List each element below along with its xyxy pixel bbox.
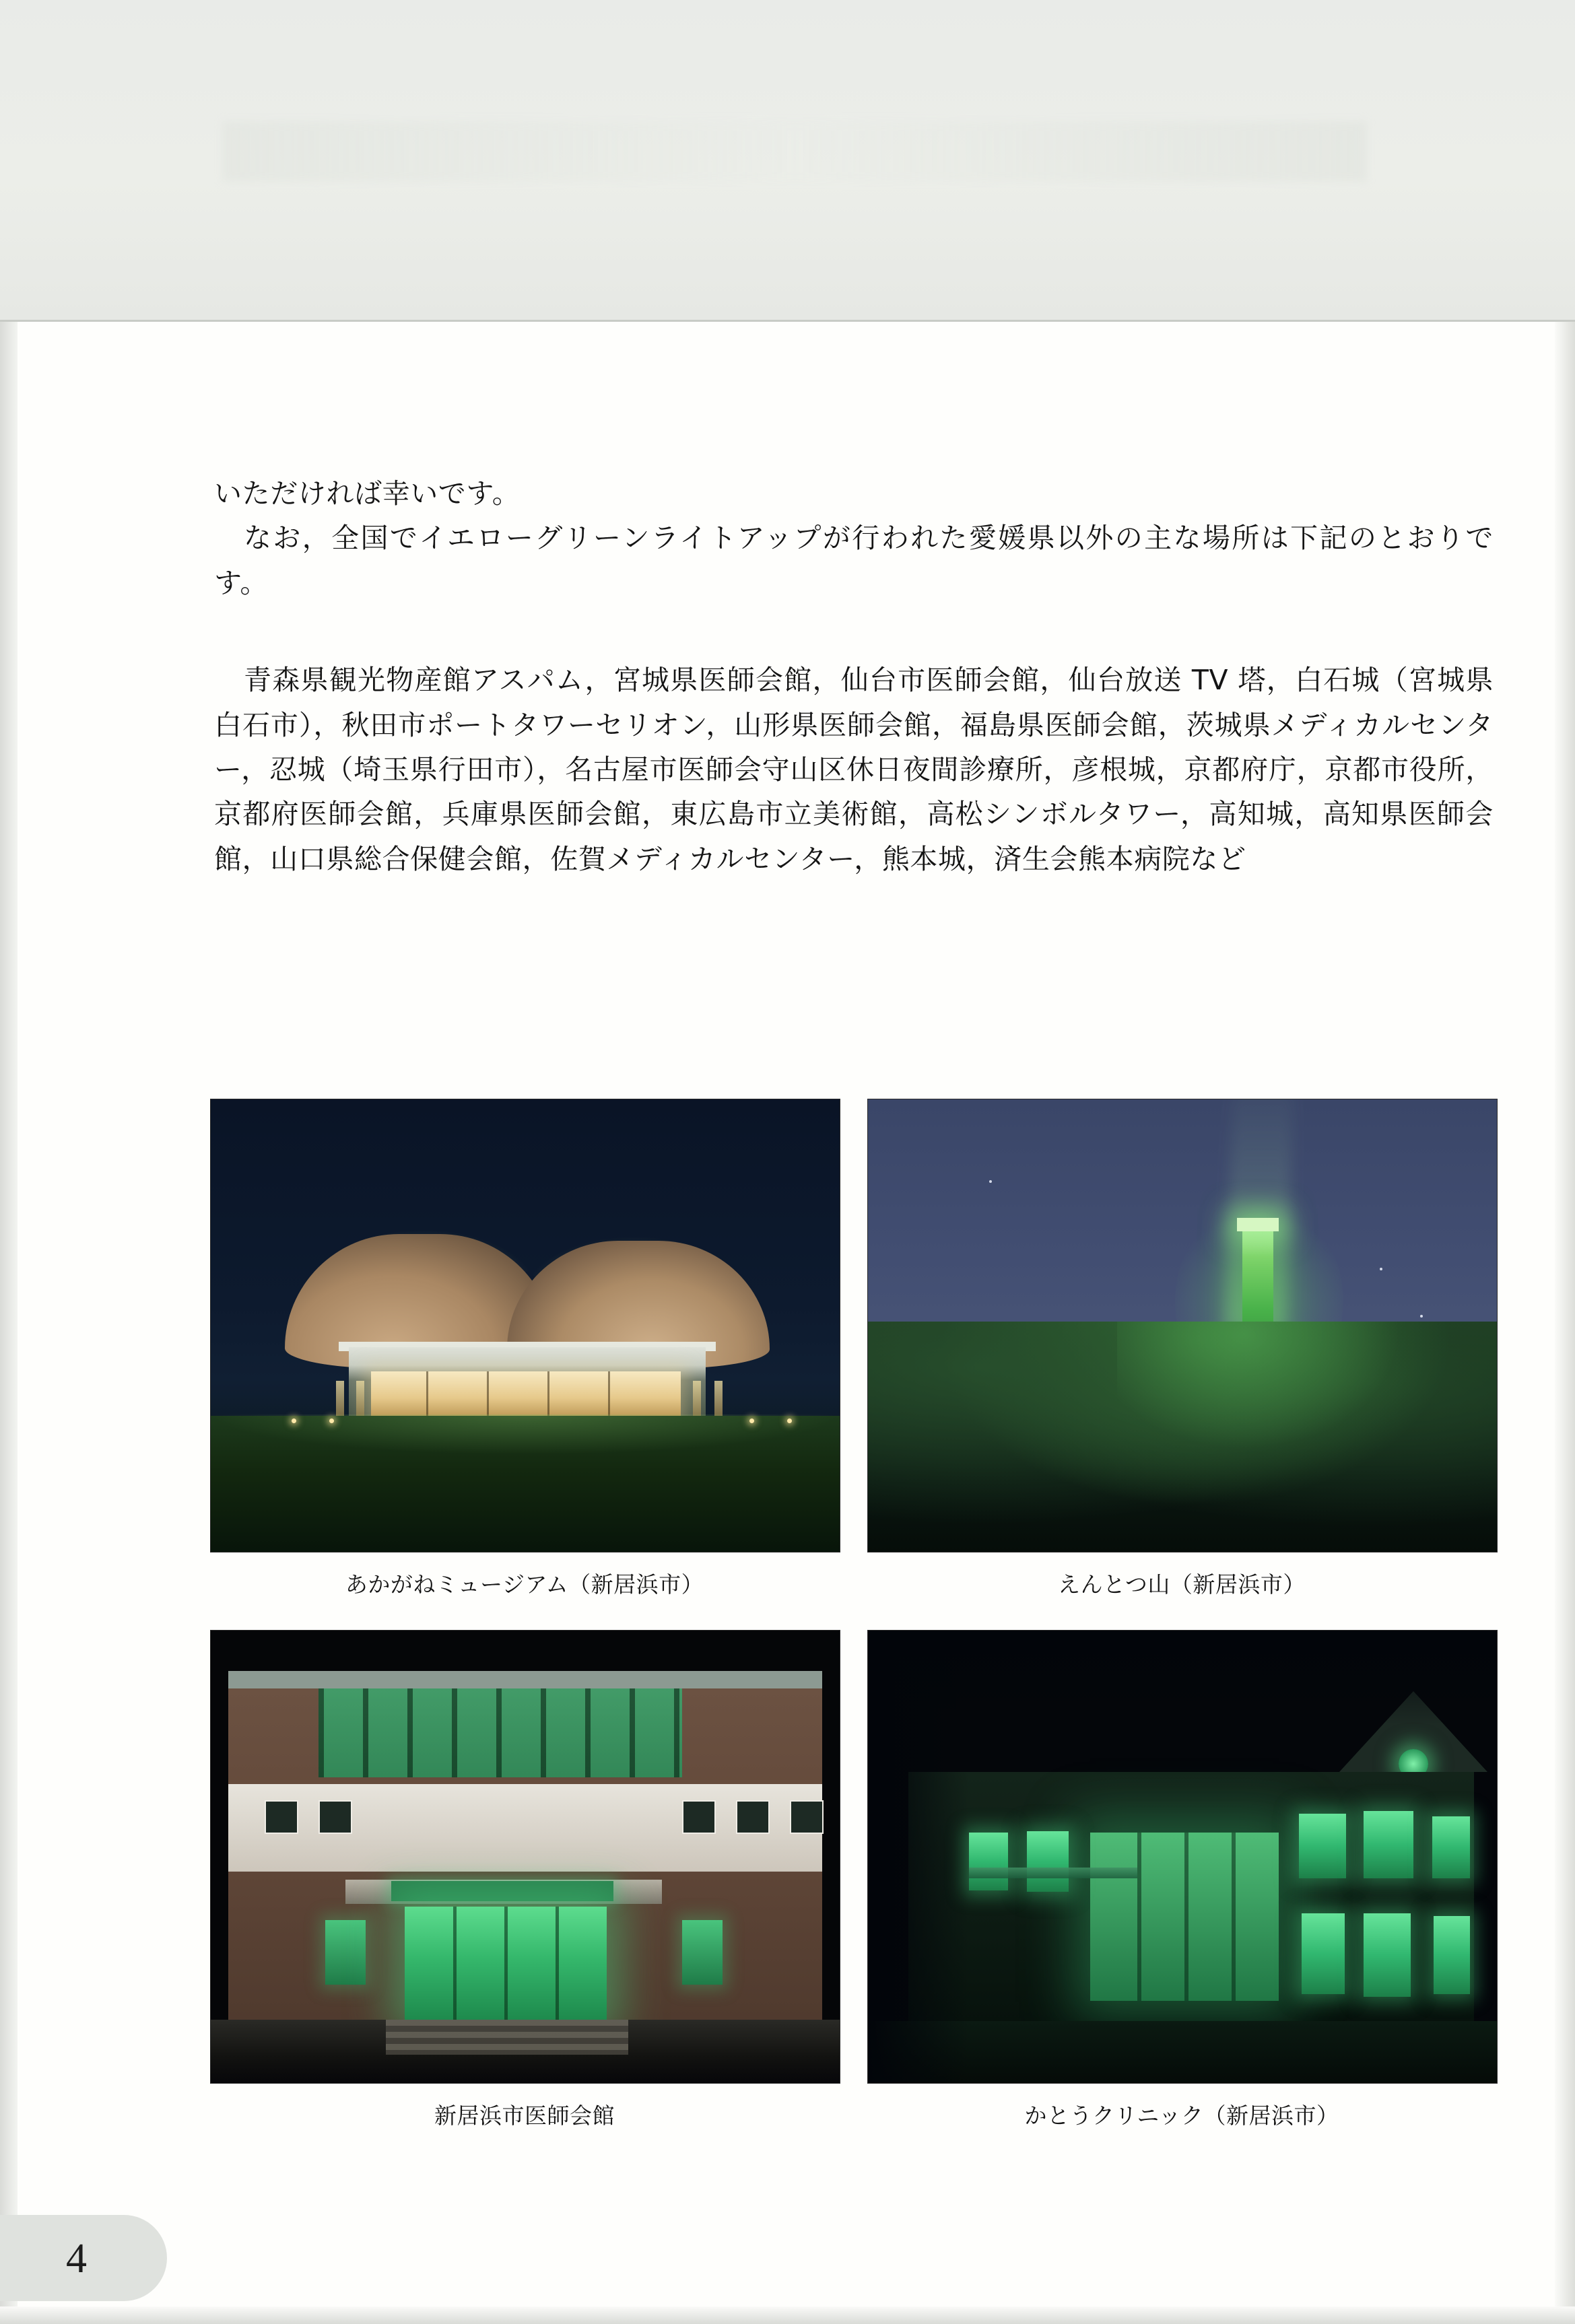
star-point xyxy=(1420,1315,1423,1318)
page-number: 4 xyxy=(66,2236,88,2282)
window-mullion xyxy=(547,1371,549,1420)
window-mullion xyxy=(608,1371,610,1420)
facade-window xyxy=(736,1800,770,1834)
paragraph-venue-list: 青森県観光物産館アスパム，宮城県医師会館，仙台市医師会館，仙台放送 TV 塔，白石城（宮城県白石市），秋田市ポートタワーセリオン，山形県医師会館，福島県医師会館，茨城県メディカルセンター，忍城（埼玉県行田市），名古屋市医師会守山区休日夜間診療所，彦根城，京都府庁，京都市役所，京都府医師会館，兵庫県医師会館，東広島市立美術館，高松シンボルタワー，高知城，高知県医師会館，山口県総合保健会館，佐賀メディカルセンター，熊本城，済生会熊本病院など xyxy=(214,664,1494,875)
photo-entotsuyama xyxy=(867,1099,1498,1552)
lit-window xyxy=(969,1833,1008,1890)
facade-window xyxy=(682,1800,716,1834)
photo-grid xyxy=(210,1099,1496,2130)
star-point xyxy=(989,1180,992,1183)
side-lit-window xyxy=(325,1920,366,1985)
paragraph-1: いただければ幸いです。 xyxy=(214,477,521,510)
photo-niihama-medical-hall xyxy=(210,1630,840,2084)
entrance-mullion xyxy=(453,1907,457,2020)
vignette-top xyxy=(868,1631,1497,1725)
mid-band-facade xyxy=(228,1784,822,1872)
facade-window xyxy=(265,1800,298,1834)
photo-cell-kato-clinic xyxy=(867,1630,1496,2130)
paragraph-2: なお，全国でイエローグリーンライトアップが行われた愛媛県以外の主な場所は下記のとおりです。 xyxy=(214,522,1494,599)
photo-caption-akagane: あかがねミュージアム（新居浜市） xyxy=(345,1571,704,1598)
photo-caption-entotsuyama: えんとつ山（新居浜市） xyxy=(1058,1571,1306,1598)
ground-lamp xyxy=(329,1419,334,1423)
lit-window xyxy=(1432,1816,1470,1878)
scan-top-margin-band xyxy=(0,0,1575,322)
wall-mullion xyxy=(1184,1833,1188,2001)
scan-ghost-text xyxy=(222,121,1367,182)
photo-row-spacer xyxy=(210,1599,1496,1630)
lawn-light-spill xyxy=(211,1414,840,1455)
museum-lit-windows xyxy=(371,1371,681,1420)
photo-cell-entotsuyama xyxy=(867,1099,1496,1599)
lit-window xyxy=(1364,1913,1411,1997)
wall-mullion xyxy=(1232,1833,1236,2001)
lit-window xyxy=(1299,1814,1346,1878)
scan-right-edge-shadow xyxy=(1555,322,1575,2324)
facade-window xyxy=(319,1800,352,1834)
body-text xyxy=(214,471,1494,881)
paragraph-spacer xyxy=(214,605,1494,658)
ground-lamp xyxy=(292,1419,296,1423)
lit-window xyxy=(1364,1811,1413,1878)
photo-cell-akagane xyxy=(210,1099,839,1599)
upper-green-glass-wall xyxy=(319,1688,682,1777)
building-sign xyxy=(391,1881,613,1901)
ground-lamp xyxy=(787,1419,792,1423)
star-point xyxy=(1380,1268,1382,1270)
ground-lamp xyxy=(749,1419,754,1423)
photo-caption-niihama-hall: 新居浜市医師会館 xyxy=(434,2103,615,2129)
lit-window xyxy=(1434,1916,1470,1994)
lit-window xyxy=(1302,1913,1345,1994)
photo-row-top xyxy=(210,1099,1496,1599)
building-parapet xyxy=(228,1671,822,1688)
entrance-mullion xyxy=(504,1907,508,2020)
entrance-canopy xyxy=(969,1868,1137,1878)
photo-caption-kato-clinic: かとうクリニック（新居浜市） xyxy=(1024,2103,1339,2129)
scan-bottom-edge-shadow xyxy=(0,2306,1575,2324)
entrance-steps xyxy=(386,2020,628,2055)
entrance-mullion xyxy=(556,1907,559,2020)
lit-window xyxy=(1027,1831,1069,1892)
tower-top-light xyxy=(1237,1218,1279,1231)
scan-left-edge-shadow xyxy=(0,322,18,2324)
wall-mullion xyxy=(1137,1833,1141,2001)
photo-akagane-museum xyxy=(210,1099,840,1552)
side-lit-window xyxy=(682,1920,723,1985)
photo-row-bottom xyxy=(210,1630,1496,2130)
photo-kato-clinic xyxy=(867,1630,1498,2084)
window-mullion xyxy=(487,1371,489,1420)
photo-cell-niihama-hall xyxy=(210,1630,839,2130)
window-mullion xyxy=(426,1371,428,1420)
forest-green-glow xyxy=(1117,1322,1400,1449)
facade-window xyxy=(790,1800,824,1834)
